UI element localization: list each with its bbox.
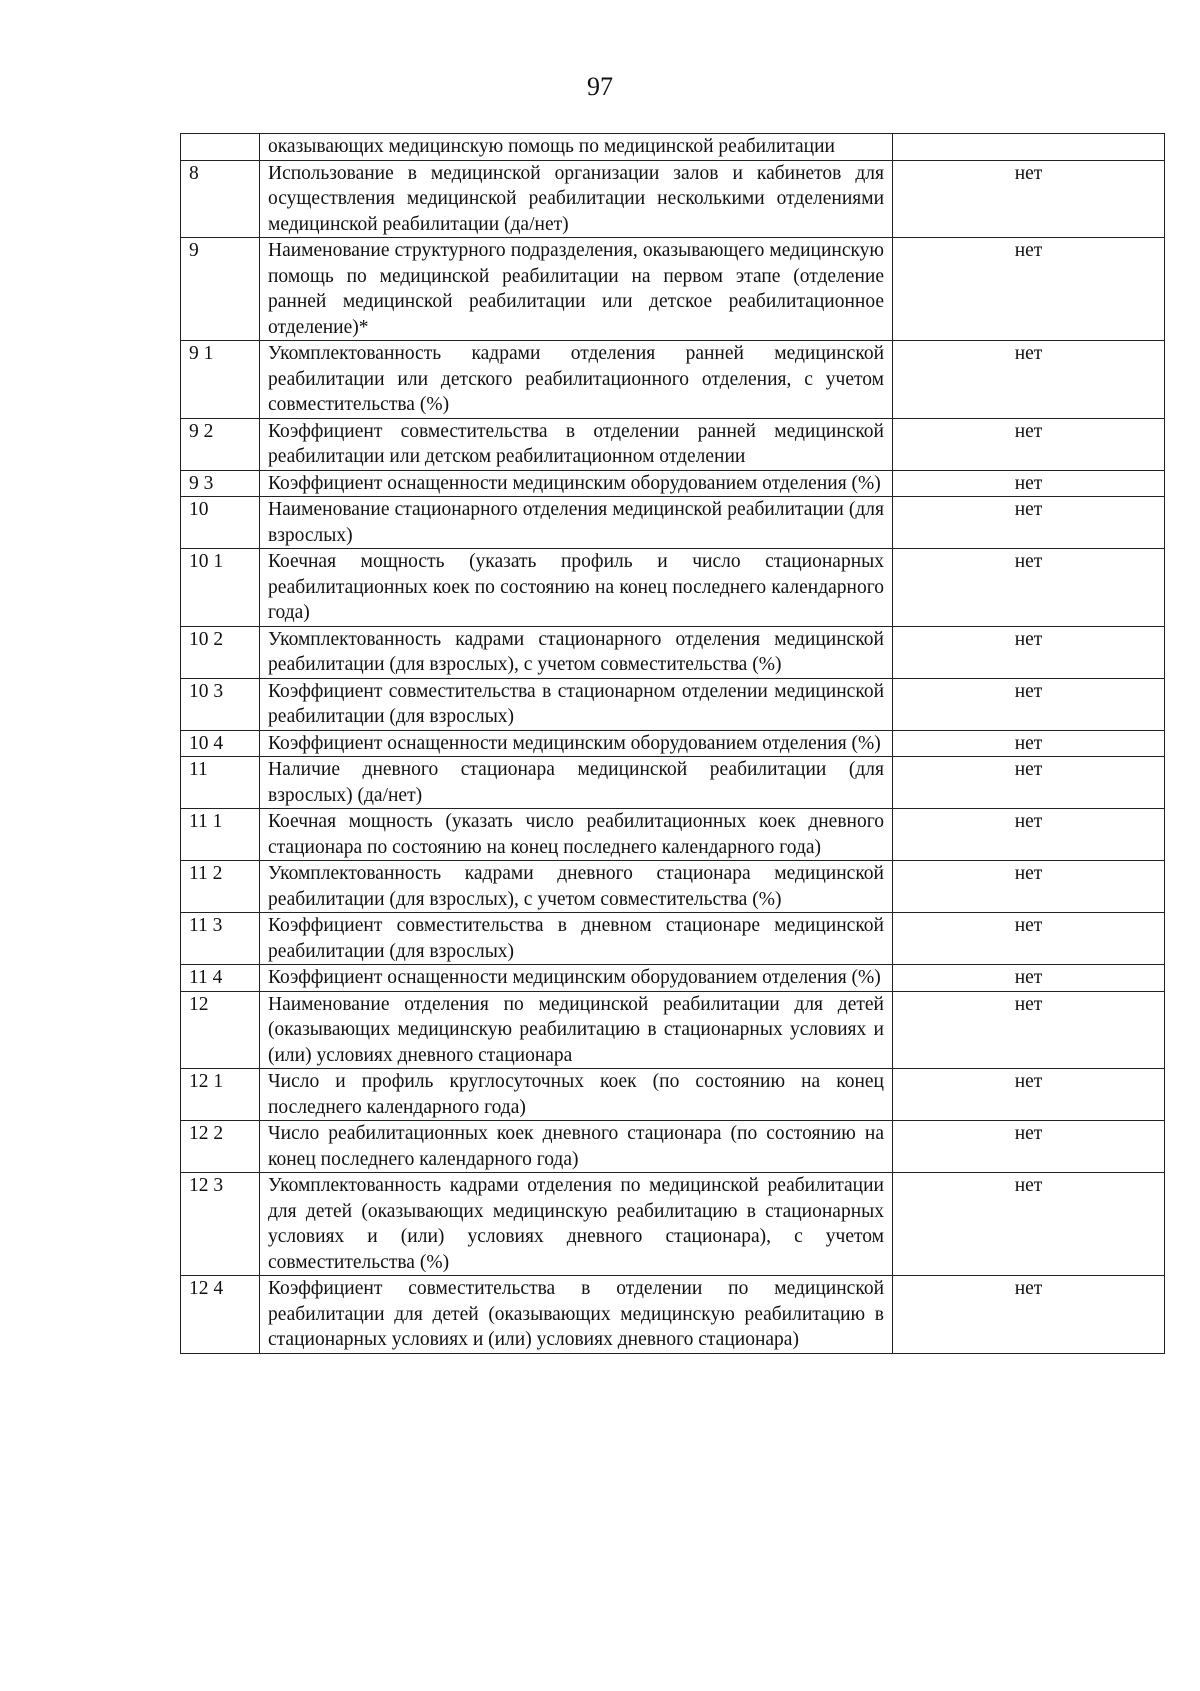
row-value: нет bbox=[893, 1276, 1165, 1354]
table-row bbox=[181, 470, 1165, 497]
row-value: нет bbox=[893, 678, 1165, 730]
row-number: 9 3 bbox=[181, 470, 260, 497]
row-number: 11 bbox=[181, 757, 260, 809]
row-value: нет bbox=[893, 1069, 1165, 1121]
table-body bbox=[181, 134, 1165, 1354]
row-number: 10 1 bbox=[181, 549, 260, 627]
row-number: 10 2 bbox=[181, 626, 260, 678]
table-row bbox=[181, 991, 1165, 1069]
table-row bbox=[181, 1121, 1165, 1173]
row-value: нет bbox=[893, 1121, 1165, 1173]
row-value: нет bbox=[893, 861, 1165, 913]
row-number: 12 bbox=[181, 991, 260, 1069]
row-description: Число реабилитационных коек дневного стационара (по состоянию на конец последнего календарного года) bbox=[260, 1121, 893, 1173]
row-description: Коэффициент оснащенности медицинским оборудованием отделения (%) bbox=[260, 730, 893, 757]
row-number: 12 2 bbox=[181, 1121, 260, 1173]
row-number: 10 bbox=[181, 497, 260, 549]
table-row bbox=[181, 965, 1165, 992]
row-description: Укомплектованность кадрами стационарного отделения медицинской реабилитации (для взрослых), с учетом совместительства (%) bbox=[260, 626, 893, 678]
row-value: нет bbox=[893, 470, 1165, 497]
table-row bbox=[181, 497, 1165, 549]
table-row bbox=[181, 1069, 1165, 1121]
row-description: Наименование структурного подразделения, оказывающего медицинскую помощь по медицинской реабилитации на первом этапе (отделение ранней медицинской реабилитации или детское реабилитационное отделение)* bbox=[260, 238, 893, 341]
row-number: 12 4 bbox=[181, 1276, 260, 1354]
row-number: 11 2 bbox=[181, 861, 260, 913]
table-row bbox=[181, 549, 1165, 627]
table-row bbox=[181, 626, 1165, 678]
row-description: Коечная мощность (указать число реабилитационных коек дневного стационара по состоянию на конец последнего календарного года) bbox=[260, 809, 893, 861]
row-description: Коэффициент совместительства в отделении ранней медицинской реабилитации или детском реабилитационном отделении bbox=[260, 418, 893, 470]
row-value: нет bbox=[893, 418, 1165, 470]
row-value: нет bbox=[893, 1173, 1165, 1276]
row-description: Использование в медицинской организации залов и кабинетов для осуществления медицинской реабилитации несколькими отделениями медицинской реабилитации (да/нет) bbox=[260, 160, 893, 238]
row-description: Укомплектованность кадрами дневного стационара медицинской реабилитации (для взрослых), с учетом совместительства (%) bbox=[260, 861, 893, 913]
table-row bbox=[181, 134, 1165, 161]
row-number: 11 3 bbox=[181, 913, 260, 965]
row-value: нет bbox=[893, 497, 1165, 549]
row-number: 11 1 bbox=[181, 809, 260, 861]
row-value: нет bbox=[893, 730, 1165, 757]
row-description: Коэффициент совместительства в дневном стационаре медицинской реабилитации (для взрослых) bbox=[260, 913, 893, 965]
row-value: нет bbox=[893, 991, 1165, 1069]
row-number: 11 4 bbox=[181, 965, 260, 992]
row-value: нет bbox=[893, 160, 1165, 238]
indicator-table bbox=[180, 133, 1165, 1354]
row-description: Число и профиль круглосуточных коек (по состоянию на конец последнего календарного года) bbox=[260, 1069, 893, 1121]
table-row bbox=[181, 160, 1165, 238]
row-description: Коэффициент оснащенности медицинским оборудованием отделения (%) bbox=[260, 470, 893, 497]
table-row bbox=[181, 757, 1165, 809]
table-row bbox=[181, 678, 1165, 730]
row-value: нет bbox=[893, 341, 1165, 419]
row-description: Наименование стационарного отделения медицинской реабилитации (для взрослых) bbox=[260, 497, 893, 549]
row-value: нет bbox=[893, 238, 1165, 341]
row-number: 9 bbox=[181, 238, 260, 341]
row-number: 10 4 bbox=[181, 730, 260, 757]
row-description: Укомплектованность кадрами отделения ранней медицинской реабилитации или детского реабилитационного отделения, с учетом совместительства (%) bbox=[260, 341, 893, 419]
table-row bbox=[181, 1173, 1165, 1276]
row-number: 9 1 bbox=[181, 341, 260, 419]
table-row bbox=[181, 809, 1165, 861]
table-row bbox=[181, 1276, 1165, 1354]
table-row bbox=[181, 341, 1165, 419]
row-value bbox=[893, 134, 1165, 161]
row-number: 8 bbox=[181, 160, 260, 238]
row-value: нет bbox=[893, 626, 1165, 678]
row-value: нет bbox=[893, 757, 1165, 809]
row-value: нет bbox=[893, 549, 1165, 627]
table-row bbox=[181, 861, 1165, 913]
row-description: Коэффициент совместительства в стационарном отделении медицинской реабилитации (для взрослых) bbox=[260, 678, 893, 730]
table-row bbox=[181, 238, 1165, 341]
table-row bbox=[181, 418, 1165, 470]
row-value: нет bbox=[893, 809, 1165, 861]
table-row bbox=[181, 730, 1165, 757]
table-row bbox=[181, 913, 1165, 965]
row-description: Укомплектованность кадрами отделения по медицинской реабилитации для детей (оказывающих медицинскую реабилитацию в стационарных условиях и (или) условиях дневного стационара), с учетом совместительства (%) bbox=[260, 1173, 893, 1276]
row-description: Коэффициент совместительства в отделении по медицинской реабилитации для детей (оказывающих медицинскую реабилитацию в стационарных условиях и (или) условиях дневного стационара) bbox=[260, 1276, 893, 1354]
row-number: 9 2 bbox=[181, 418, 260, 470]
row-description: Наименование отделения по медицинской реабилитации для детей (оказывающих медицинскую реабилитацию в стационарных условиях и (или) условиях дневного стационара bbox=[260, 991, 893, 1069]
row-value: нет bbox=[893, 965, 1165, 992]
row-description: Наличие дневного стационара медицинской реабилитации (для взрослых) (да/нет) bbox=[260, 757, 893, 809]
row-number: 12 3 bbox=[181, 1173, 260, 1276]
row-description: Коэффициент оснащенности медицинским оборудованием отделения (%) bbox=[260, 965, 893, 992]
row-description: оказывающих медицинскую помощь по медицинской реабилитации bbox=[260, 134, 893, 161]
row-number: 12 1 bbox=[181, 1069, 260, 1121]
row-number: 10 3 bbox=[181, 678, 260, 730]
page-number: 97 bbox=[587, 72, 613, 101]
row-description: Коечная мощность (указать профиль и число стационарных реабилитационных коек по состоянию на конец последнего календарного года) bbox=[260, 549, 893, 627]
row-number bbox=[181, 134, 260, 161]
row-value: нет bbox=[893, 913, 1165, 965]
